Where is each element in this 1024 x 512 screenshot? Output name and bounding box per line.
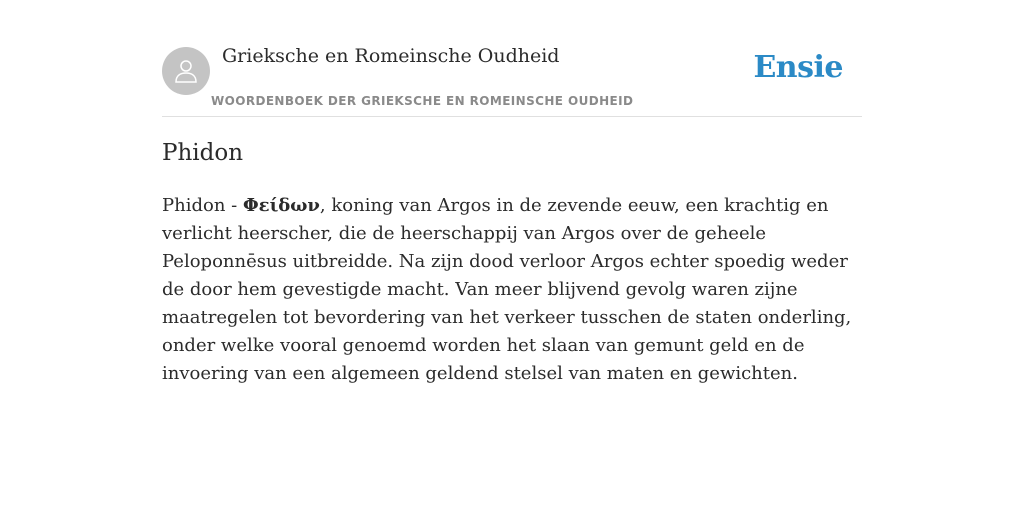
page-container: [162, 0, 862, 384]
source-header: [162, 0, 862, 117]
source-subtitle: WOORDENBOEK DER GRIEKSCHE EN ROMEINSCHE OUDHEID: [211, 94, 634, 108]
entry-term: Phidon -: [162, 195, 243, 216]
brand-logo[interactable]: Ensie: [753, 50, 843, 85]
avatar[interactable]: [162, 47, 210, 95]
user-avatar-icon: [172, 57, 200, 85]
entry-title: Phidon: [162, 140, 244, 166]
source-title[interactable]: Grieksche en Romeinsche Oudheid: [222, 45, 560, 67]
entry-body: [162, 192, 862, 388]
entry-greek-term: Φείδων: [242, 195, 320, 216]
entry-definition: , koning van Argos in de zevende eeuw, een krachtig en verlicht heerscher, die de heerschappij van Argos over de geheele Peloponnēsus uitbreidde. Na zijn dood verloor Argos echter spoedig weder de door hem gevestigde macht. Van meer blijvend gevolg waren zijne maatregelen tot bevordering van het verkeer tusschen de staten onderling, onder welke vooral genoemd worden het slaan van gemunt geld en de invoering van een algemeen geldend stelsel van maten en gewichten.: [162, 195, 852, 384]
